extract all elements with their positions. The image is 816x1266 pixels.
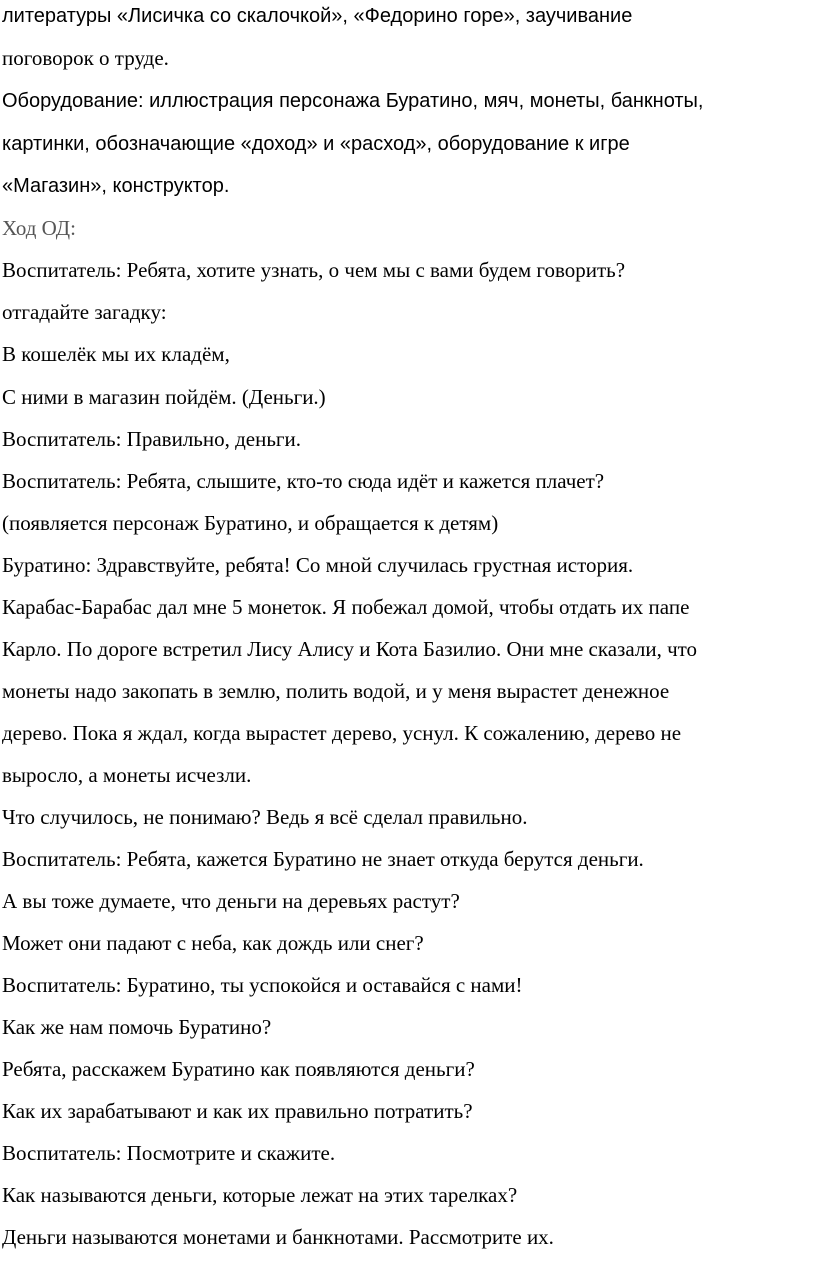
text-line: Оборудование: иллюстрация персонажа Буратино, мяч, монеты, банкноты,: [2, 90, 704, 112]
text-line: Воспитатель: Буратино, ты успокойся и оставайся с нами!: [2, 973, 523, 997]
text-line: Деньги называются монетами и банкнотами. Рассмотрите их.: [2, 1225, 554, 1249]
text-line: Воспитатель: Ребята, слышите, кто-то сюда идёт и кажется плачет?: [2, 469, 605, 493]
text-line: Воспитатель: Ребята, кажется Буратино не знает откуда берутся деньги.: [2, 847, 644, 871]
text-line: литературы «Лисичка со скалочкой», «Федорино горе», заучивание: [2, 5, 633, 27]
text-line: В кошелёк мы их кладём,: [2, 342, 230, 366]
text-line: «Магазин», конструктор.: [2, 175, 230, 197]
text-line: Карабас-Барабас дал мне 5 монеток. Я побежал домой, чтобы отдать их папе: [2, 595, 690, 619]
text-line: Как называются деньги, которые лежат на этих тарелках?: [2, 1183, 518, 1207]
text-line: картинки, обозначающие «доход» и «расход», оборудование к игре: [2, 133, 630, 155]
text-line: С ними в магазин пойдём. (Деньги.): [2, 385, 326, 409]
text-line: (появляется персонаж Буратино, и обращается к детям): [2, 511, 499, 535]
text-line: Может они падают с неба, как дождь или снег?: [2, 931, 424, 955]
text-line: Воспитатель: Правильно, деньги.: [2, 427, 302, 451]
text-line: Воспитатель: Посмотрите и скажите.: [2, 1141, 336, 1165]
text-line: выросло, а монеты исчезли.: [2, 763, 252, 787]
text-line: Карло. По дороге встретил Лису Алису и Кота Базилио. Они мне сказали, что: [2, 637, 698, 661]
text-line: Как их зарабатывают и как их правильно потратить?: [2, 1099, 473, 1123]
text-line: Воспитатель: Ребята, хотите узнать, о чем мы с вами будем говорить?: [2, 258, 626, 282]
text-line: отгадайте загадку:: [2, 300, 167, 324]
text-line: поговорок о труде.: [2, 46, 169, 70]
text-line: дерево. Пока я ждал, когда вырастет дерево, уснул. К сожалению, дерево не: [2, 721, 682, 745]
text-line: Как же нам помочь Буратино?: [2, 1015, 272, 1039]
text-line: Ребята, расскажем Буратино как появляются деньги?: [2, 1057, 475, 1081]
section-heading: Ход ОД:: [2, 216, 76, 240]
text-line: монеты надо закопать в землю, полить водой, и у меня вырастет денежное: [2, 679, 670, 703]
text-line: Буратино: Здравствуйте, ребята! Со мной случилась грустная история.: [2, 553, 634, 577]
text-line: Что случилось, не понимаю? Ведь я всё сделал правильно.: [2, 805, 528, 829]
text-line: А вы тоже думаете, что деньги на деревьях растут?: [2, 889, 460, 913]
